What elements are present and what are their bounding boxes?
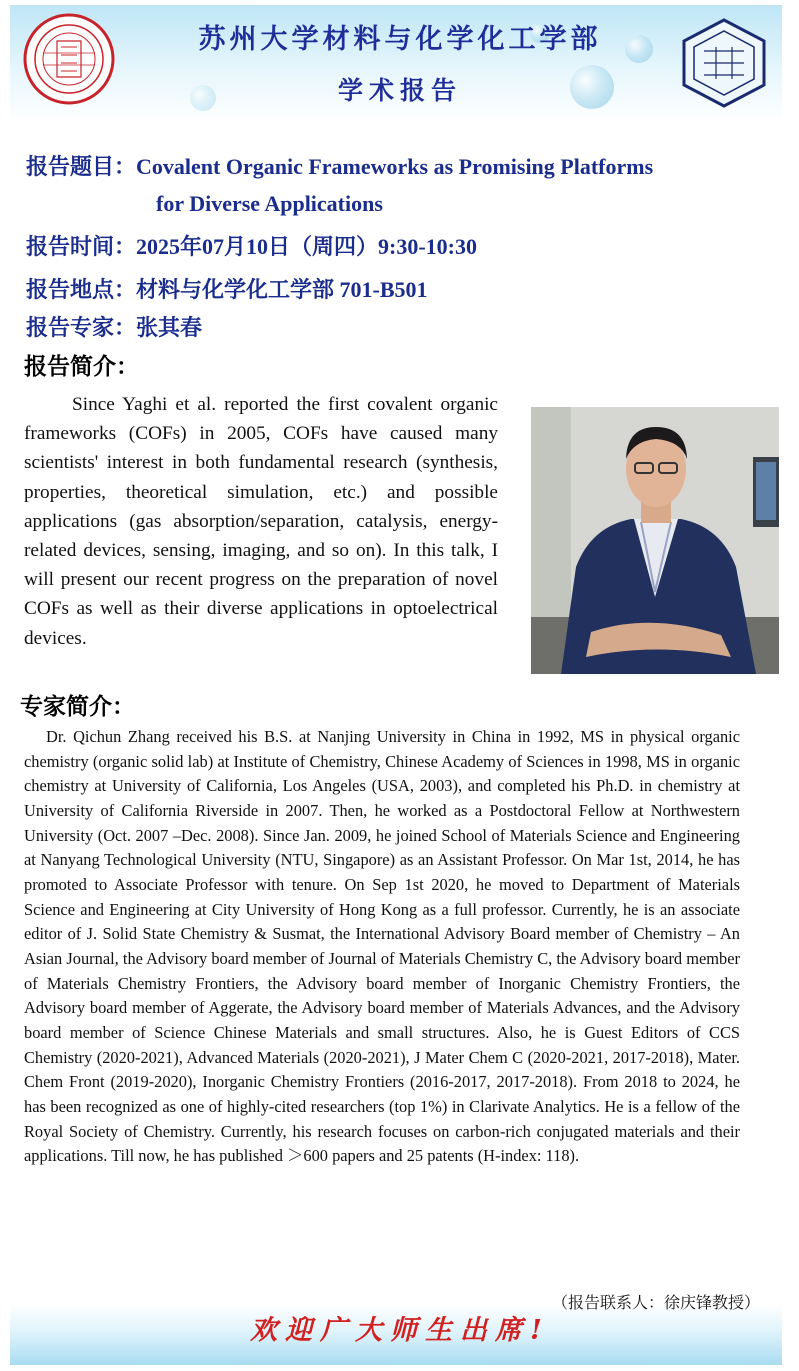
topic-line (26, 150, 653, 181)
school-logo-icon (676, 17, 772, 109)
poster (10, 5, 782, 1365)
speaker-value: 张其春 (136, 315, 203, 340)
bio-text: Dr. Qichun Zhang received his B.S. at Nanjing University in China in 1992, MS in physical organic chemistry (organic solid lab) at Institute of Chemistry, Chinese Academy of Sciences in 1998, MS in organic chemistry at University of California, Los Angeles (USA, 2003), and completed his Ph.D. in chemistry at University of California Riverside in 2007. Then, he worked as a Postdoctoral Fellow at Northwestern University (Oct. 2007 –Dec. 2008). Since Jan. 2009, he joined School of Materials Science and Engineering at Nanyang Technological University (NTU, Singapore) as an Assistant Professor. On Mar 1st, 2014, he has promoted to Associate Professor with tenure. On Sep 1st 2020, he moved to Department of Materials Science and Engineering at City University of Hong Kong as a full professor. Currently, he is an associate editor of J. Solid State Chemistry & Susmat, the International Advisory Board member of Chemistry – An Asian Journal, the Advisory board member of Journal of Materials Chemistry C, the Advisory board member of Materials Chemistry Frontiers, the Advisory board member of Inorganic Chemistry Frontiers, the Advisory board member of Aggerate, the Advisory board member of Materials Advances, and the Advisory board member of Science Chinese Materials and small structures. Also, he is Guest Editors of CCS Chemistry (2020-2021), Advanced Materials (2020-2021), J Mater Chem C (2020-2021, 2017-2018), Mater. Chem Front (2019-2020), Inorganic Chemistry Frontiers (2016-2017, 2017-2018). From 2018 to 2024, he has been recognized as one of highly-cited researchers (top 1%) in Clarivate Analytics. He is a fellow of the Royal Society of Chemistry. Currently, his research focuses on carbon-rich conjugated materials and their applications. Till now, he has published ＞600 papers and 25 patents (H-index: 118). (24, 727, 740, 1166)
abstract-heading: 报告简介： (24, 354, 139, 380)
speaker-line (26, 311, 202, 342)
time-label: 报告时间： (26, 235, 137, 260)
header-subtitle: 学术报告 (337, 76, 462, 105)
bio-heading: 专家简介： (20, 694, 135, 720)
soochow-university-seal-icon (23, 13, 115, 105)
place-label: 报告地点： (26, 278, 137, 303)
abstract-text: Since Yaghi et al. reported the first covalent organic frameworks (COFs) in 2005, COFs have caused many scientists' interest in both fundamental research (synthesis, properties, theoretical simulation, etc.) and possible applications (gas absorption/separation, catalysis, energy-related devices, sensing, imaging, and so on). In this talk, I will present our recent progress on the preparation of novel COFs as well as their diverse applications in optoelectrical devices. (24, 394, 498, 649)
header-title: 苏州大学材料与化学化工学部 (198, 24, 602, 55)
speaker-portrait-icon (531, 407, 779, 674)
topic-value: Covalent Organic Frameworks as Promising Platforms (136, 154, 654, 179)
header-banner (10, 5, 782, 123)
speaker-photo (531, 407, 779, 674)
topic-value-continued: for Diverse Applications (156, 191, 383, 216)
time-line (26, 230, 477, 261)
time-value: 2025年07月10日（周四）9:30-10:30 (136, 234, 477, 259)
contact-person: （报告联系人：徐庆锋教授） (551, 1293, 760, 1312)
speaker-label: 报告专家： (26, 316, 137, 341)
place-value: 材料与化学化工学部 701-B501 (136, 277, 428, 302)
topic-label: 报告题目： (26, 155, 137, 180)
place-line (26, 273, 428, 304)
welcome-slogan: 欢迎广大师生出席! (250, 1315, 550, 1346)
